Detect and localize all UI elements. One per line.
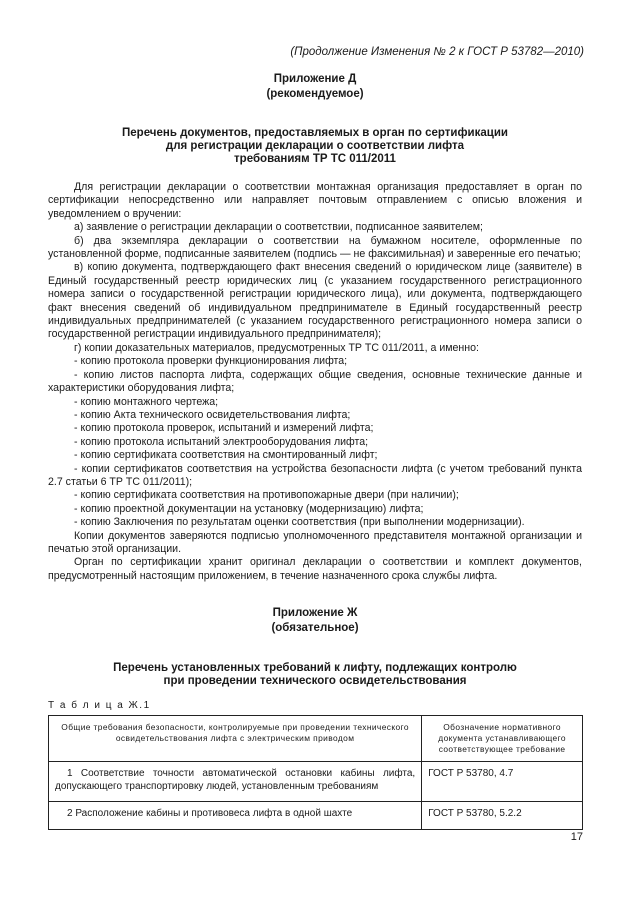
list-item: - копию протокола проверки функционирования лифта; xyxy=(74,355,348,368)
appendix-zh-status: (обязательное) xyxy=(271,622,359,634)
list-item: - копию сертификата соответствия на смонтированный лифт; xyxy=(74,449,378,462)
paragraph: Для регистрации декларации о соответствии монтажная организация предоставляет в орган по сертификации непосредственно или направляет почтовым отправлением с описью вложения и уведомлением о вручении: xyxy=(48,181,582,220)
list-item: - копию протокола испытаний электрооборудования лифта; xyxy=(74,435,369,448)
table-header-normative-doc: Обозначение нормативного документа устанавливающего соответствующее требование xyxy=(422,716,583,762)
table-cell-text: 1 Соответствие точности автоматической остановки кабины лифта, допускающего транспортировку людей, установленным требованиям xyxy=(55,768,416,792)
table-header-row xyxy=(49,716,583,762)
list-item: - копию сертификата соответствия на противопожарные двери (при наличии); xyxy=(74,489,459,502)
paragraph: б) два экземпляра декларации о соответствии на бумажном носителе, оформленные по установленной форме, подписанные заявителем (подпись — не факсимильная) и заверенные его печатью; xyxy=(48,234,582,261)
list-item: - копию монтажного чертежа; xyxy=(74,395,219,408)
appendix-d-heading-line-3: требованиям ТР ТС 011/2011 xyxy=(234,153,396,165)
list-item: - копию листов паспорта лифта, содержащих общие сведения, основные технические данные и характеристики оборудования лифта; xyxy=(48,368,582,395)
paragraph: г) копии доказательных материалов, предусмотренных ТР ТС 011/2011, а именно: xyxy=(74,341,479,354)
table-row xyxy=(49,802,583,830)
list-item: - копию Заключения по результатам оценки соответствия (при выполнении модернизации). xyxy=(74,516,525,529)
table-cell xyxy=(49,762,422,802)
appendix-d-status: (рекомендуемое) xyxy=(266,88,364,100)
paragraph: в) копию документа, подтверждающего факт внесения сведений о юридическом лице (заявителе) в Единый государственный реестр юридических лиц (с указанием государственного регистрационного номера записи о государственной регистрации юридического лица), или документа, подтверждающего факт внесения сведений об индивидуальном предпринимателе в Единый государственный реестр индивидуальных предпринимателей (с указанием государственного регистрационного номера записи о государственной регистрации индивидуального предпринимателя); xyxy=(48,261,582,341)
paragraph: Копии документов заверяются подписью уполномоченного представителя монтажной организации и печатью этой организации. xyxy=(48,529,582,555)
appendix-d-heading-line-2: для регистрации декларации о соответствии лифта xyxy=(165,140,465,152)
table-cell-text: 2 Расположение кабины и противовеса лифта в одной шахте xyxy=(67,808,353,819)
list-item: - копии сертификатов соответствия на устройства безопасности лифта (с учетом требований пункта 2.7 статьи 6 ТР ТС 011/2011); xyxy=(48,462,582,488)
table-cell: ГОСТ Р 53780, 5.2.2 xyxy=(422,802,583,830)
appendix-d-heading-line-1: Перечень документов, предоставляемых в орган по сертификации xyxy=(122,127,508,139)
table-caption: Т а б л и ц а Ж.1 xyxy=(48,700,151,711)
appendix-zh-heading-line-1: Перечень установленных требований к лифту, подлежащих контролю xyxy=(113,662,517,674)
list-item: - копию проектной документации на установку (модернизацию) лифта; xyxy=(74,502,424,515)
table-cell: ГОСТ Р 53780, 4.7 xyxy=(422,762,583,802)
appendix-zh-heading-line-2: при проведении технического освидетельствования xyxy=(163,675,467,687)
amendment-header-note: (Продолжение Изменения № 2 к ГОСТ Р 53782—2010) xyxy=(290,46,584,58)
page-number: 17 xyxy=(570,831,583,843)
appendix-d-title: Приложение Д xyxy=(273,73,357,85)
paragraph: Орган по сертификации хранит оригинал декларации о соответствии и комплект документов, предусмотренный настоящим приложением, в течение назначенного срока службы лифта. xyxy=(48,556,582,582)
table-row xyxy=(49,762,583,802)
appendix-d-body xyxy=(48,181,582,583)
appendix-zh-title: Приложение Ж xyxy=(272,607,358,619)
table-cell xyxy=(49,802,422,830)
requirements-table xyxy=(48,715,583,830)
list-item: - копию протокола проверок, испытаний и измерений лифта; xyxy=(74,422,374,435)
list-item: - копию Акта технического освидетельствования лифта; xyxy=(74,408,351,421)
paragraph: а) заявление о регистрации декларации о соответствии, подписанное заявителем; xyxy=(74,221,484,234)
table-header-requirements: Общие требования безопасности, контролируемые при проведении технического освидетельствования лифта с электрическим приводом xyxy=(49,716,422,762)
